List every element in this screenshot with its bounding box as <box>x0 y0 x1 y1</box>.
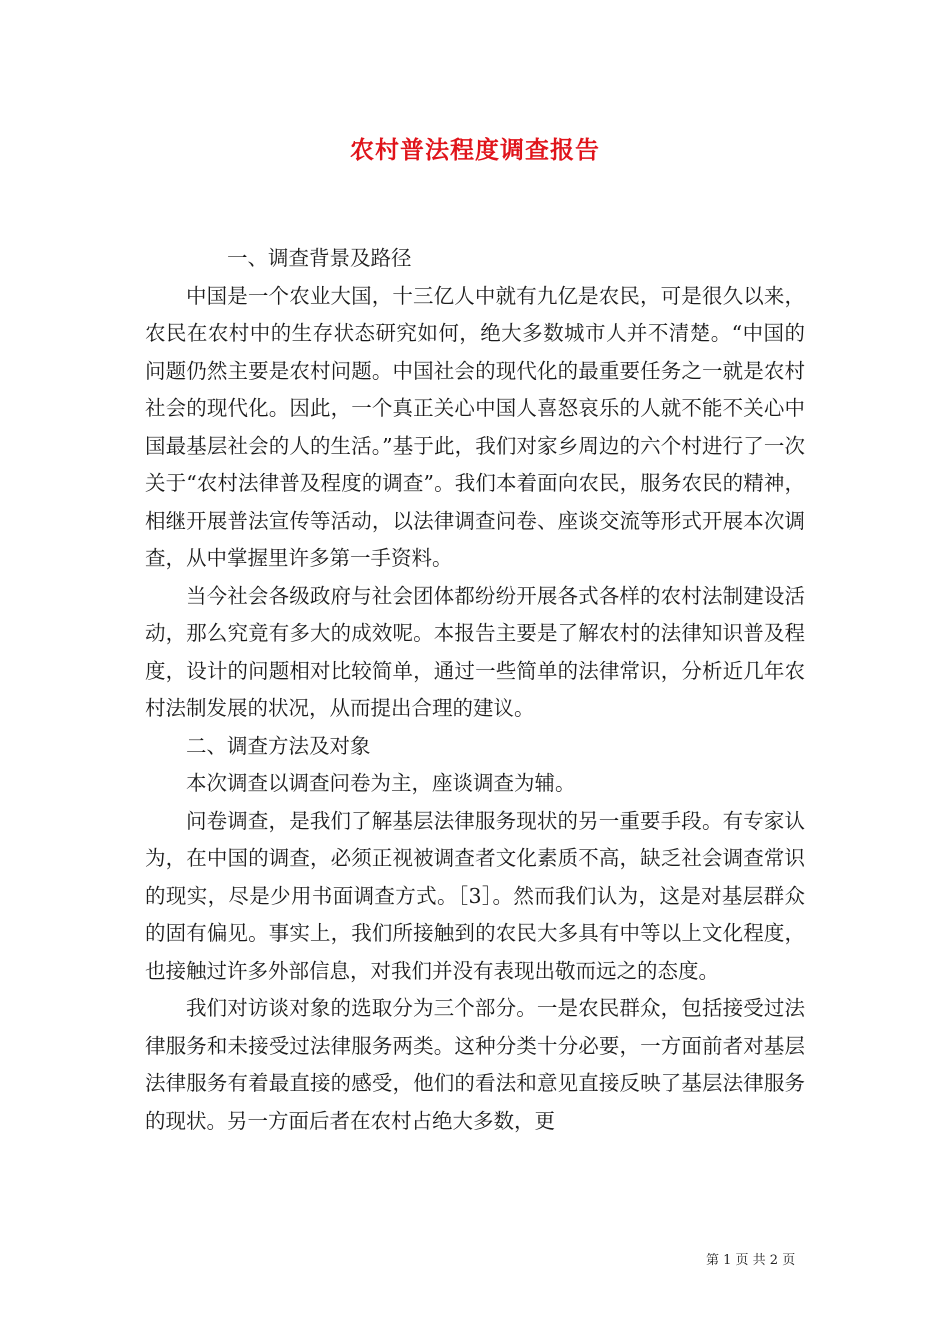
section-heading-1: 一、调查背景及路径 <box>227 246 412 270</box>
paragraph: 本次调查以调查问卷为主，座谈调查为辅。 <box>186 771 576 795</box>
document-body <box>145 240 805 1140</box>
document-title: 农村普法程度调查报告 <box>350 135 600 164</box>
paragraph: 当今社会各级政府与社会团体都纷纷开展各式各样的农村法制建设活动，那么究竟有多大的成效呢。本报告主要是了解农村的法律知识普及程度，设计的问题相对比较简单，通过一些简单的法律常识，分析近几年农村法制发展的状况，从而提出合理的建议。 <box>145 583 805 720</box>
paragraph: 问卷调查，是我们了解基层法律服务现状的另一重要手段。有专家认为，在中国的调查，必须正视被调查者文化素质不高，缺乏社会调查常识的现实，尽是少用书面调查方式。［3］。然而我们认为，这是对基层群众的固有偏见。事实上，我们所接触到的农民大多具有中等以上文化程度，也接触过许多外部信息，对我们并没有表现出敬而远之的态度。 <box>145 808 805 983</box>
paragraph: 中国是一个农业大国，十三亿人中就有九亿是农民，可是很久以来，农民在农村中的生存状态研究如何，绝大多数城市人并不清楚。“中国的问题仍然主要是农村问题。中国社会的现代化的最重要任务之一就是农村社会的现代化。因此，一个真正关心中国人喜怒哀乐的人就不能不关心中国最基层社会的人的生活。”基于此，我们对家乡周边的六个村进行了一次关于“农村法律普及程度的调查”。我们本着面向农民，服务农民的精神，相继开展普法宣传等活动，以法律调查问卷、座谈交流等形式开展本次调查，从中掌握里许多第一手资料。 <box>145 283 805 570</box>
page-number-footer: 第 1 页 共 2 页 <box>706 1253 796 1268</box>
paragraph: 我们对访谈对象的选取分为三个部分。一是农民群众，包括接受过法律服务和未接受过法律服务两类。这种分类十分必要，一方面前者对基层法律服务有着最直接的感受，他们的看法和意见直接反映了基层法律服务的现状。另一方面后者在农村占绝大多数，更 <box>145 996 805 1133</box>
section-heading-2: 二、调查方法及对象 <box>186 733 371 758</box>
